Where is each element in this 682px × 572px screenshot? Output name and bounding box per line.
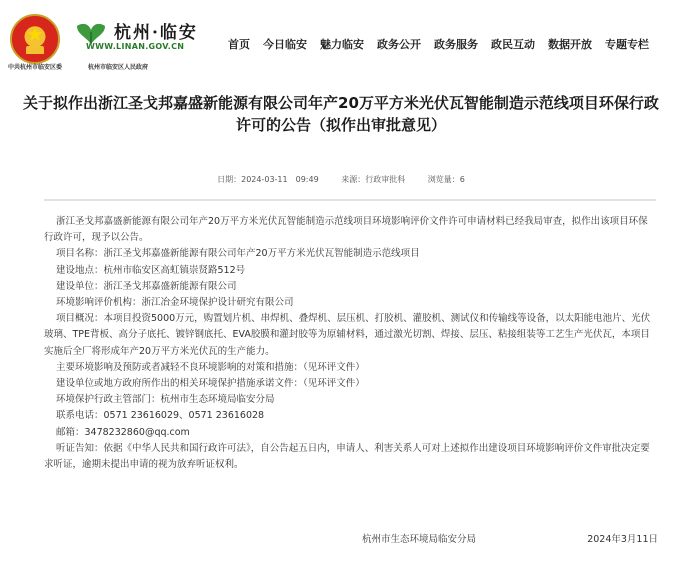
hearing-notice-line: 听证告知：依据《中华人民共和国行政许可法》，自公告起五日内，申请人、利害关系人可对上述拟作出建设项目环境影响评价文件审批决定要求听证，逾期未提出申请的视为放弃听证权利。	[44, 442, 650, 471]
article-date: 日期：2024-03-11 09:49	[217, 175, 319, 184]
nav-interaction[interactable]: 政民互动	[491, 38, 535, 51]
main-nav	[228, 36, 649, 56]
commitment-line: 建设单位或地方政府所作出的相关环境保护措施承诺文件：（见环评文件）	[56, 378, 365, 390]
article-meta	[0, 174, 682, 185]
email-line: 邮箱：3478232860@qq.com	[56, 426, 190, 438]
nav-open-data[interactable]: 数据开放	[548, 38, 592, 51]
phone-line: 联系电话：0571 23616029、0571 23616028	[56, 410, 265, 422]
article-title: 关于拟作出浙江圣戈邦嘉盛新能源有限公司年产20万平方米光伏瓦智能制造示范线项目环保行政许可的公告（拟作出审批意见）	[23, 94, 659, 135]
article-body	[44, 214, 656, 473]
location-line: 建设地点：杭州市临安区高虹镇崇贤路512号	[56, 264, 246, 276]
nav-gov-info[interactable]: 政务公开	[377, 38, 421, 51]
impact-measures-line: 主要环境影响及预防或者减轻不良环境影响的对策和措施：（见环评文件）	[56, 361, 365, 373]
nav-home[interactable]: 首页	[228, 38, 250, 51]
eia-agency-line: 环境影响评价机构：浙江冶金环境保护设计研究有限公司	[56, 297, 294, 309]
authority-line: 环境保护行政主管部门：杭州市生态环境局临安分局	[56, 394, 275, 406]
nav-gov-services[interactable]: 政务服务	[434, 38, 478, 51]
site-url: WWW.LINAN.GOV.CN	[86, 42, 185, 51]
site-header	[0, 0, 682, 76]
signature-date: 2024年3月11日	[587, 534, 658, 545]
nav-topics[interactable]: 专题专栏	[605, 38, 649, 51]
article-source: 来源：行政审批科	[341, 175, 406, 184]
article-intro: 浙江圣戈邦嘉盛新能源有限公司年产20万平方米光伏瓦智能制造示范线项目环境影响评价文件许可申请材料已经我局审查，拟作出该项目环保行政许可，现予以公告。	[44, 216, 648, 244]
national-emblem-icon: ★	[10, 14, 60, 64]
org-party-label: 中共杭州市临安区委	[8, 64, 63, 71]
site-logo-title[interactable]: 杭州·临安	[114, 23, 198, 43]
article-views: 浏览量：6	[427, 175, 465, 184]
nav-today-linan[interactable]: 今日临安	[263, 38, 307, 51]
org-gov-label: 杭州市临安区人民政府	[88, 64, 149, 71]
project-overview-line: 项目概况：本项目投资5000万元，购置划片机、串焊机、叠焊机、层压机、打胶机、灌胶机、测试仪和传输线等设备，以太阳能电池片、光伏玻璃、TPE背板、高分子底托、镀锌钢底托、EVA胶膜和灌封胶等为原辅材料，通过激光切割、焊接、层压、粘接组装等工艺生产光伏瓦，本项目实施后全厂将形成年产20万平方米光伏瓦的生产能力。	[44, 313, 651, 357]
project-name-line: 项目名称：浙江圣戈邦嘉盛新能源有限公司年产20万平方米光伏瓦智能制造示范线项目	[56, 248, 420, 260]
builder-line: 建设单位：浙江圣戈邦嘉盛新能源有限公司	[56, 280, 237, 292]
divider	[44, 199, 656, 201]
signature-org: 杭州市生态环境局临安分局	[362, 534, 477, 545]
nav-charm-linan[interactable]: 魅力临安	[320, 38, 364, 51]
article-signature-block	[362, 531, 658, 545]
